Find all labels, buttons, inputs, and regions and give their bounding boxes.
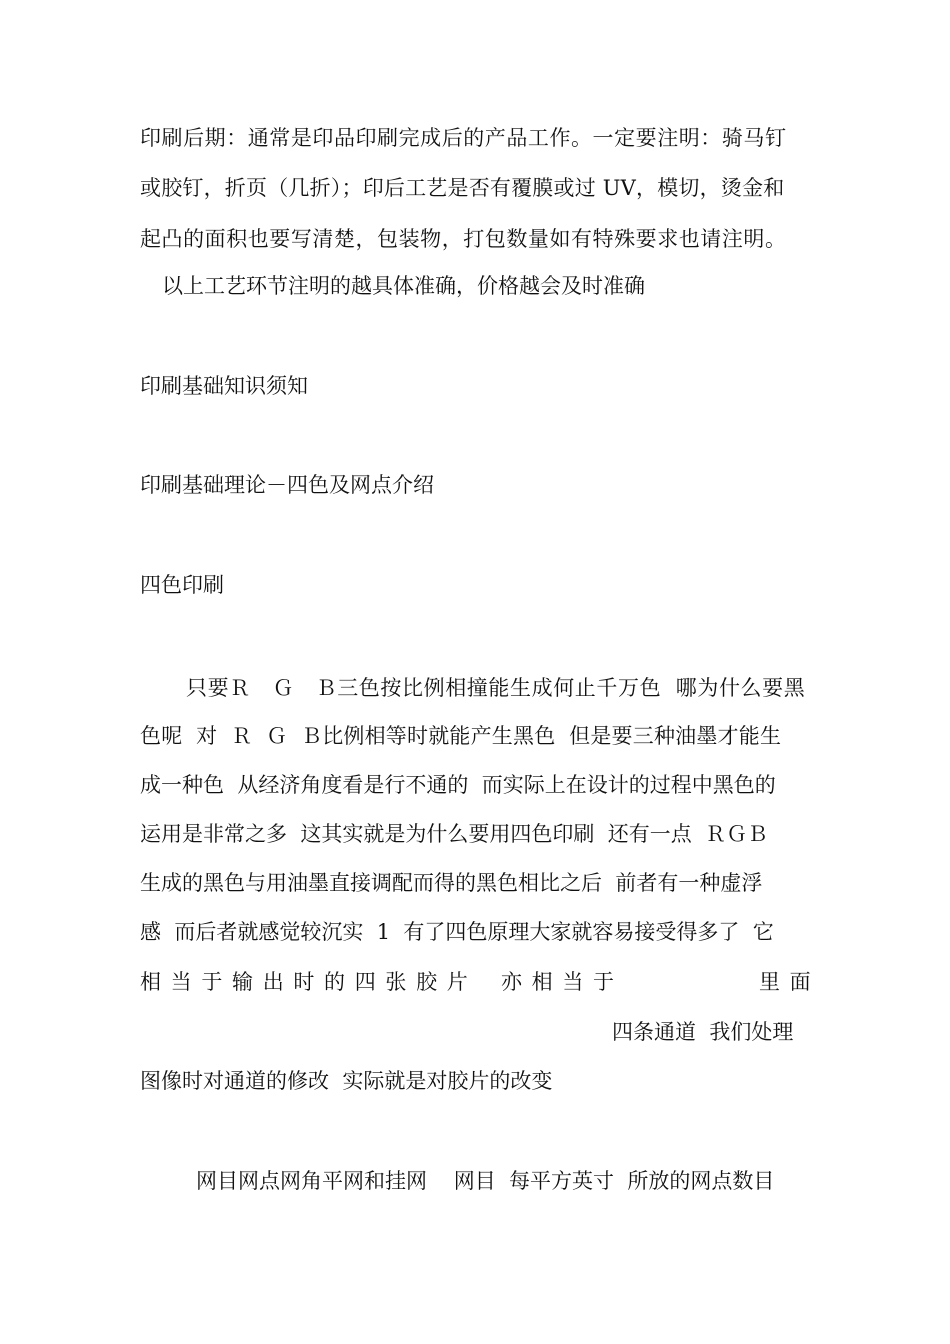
- section-heading: 印刷基础理论－四色及网点介绍: [140, 473, 434, 497]
- text-line: 感 而后者就感觉较沉实 1 有了四色原理大家就容易接受得多了 它: [140, 920, 774, 944]
- text-line: 图像时对通道的修改 实际就是对胶片的改变: [140, 1069, 553, 1093]
- text-line: 或胶钉，折页（几折）；印后工艺是否有覆膜或过 UV，模切，烫金和: [140, 176, 785, 200]
- text-line: 亦 相 当 于: [501, 970, 616, 994]
- text-line: 色呢 对 Ｒ Ｇ Ｂ比例相等时就能产生黑色 但是要三种油墨才能生: [140, 724, 782, 748]
- text-line: 以上工艺环节注明的越具体准确，价格越会及时准确: [162, 274, 645, 298]
- text-line: 只要Ｒ Ｇ Ｂ三色按比例相撞能生成何止千万色 哪为什么要黑: [186, 676, 806, 700]
- section-heading: 印刷基础知识须知: [140, 374, 308, 398]
- text-line: 四条通道 我们处理: [612, 1020, 794, 1044]
- section-heading: 四色印刷: [140, 573, 224, 597]
- text-line: 生成的黑色与用油墨直接调配而得的黑色相比之后 前者有一种虚浮: [140, 871, 763, 895]
- text-line: 相 当 于 输 出 时 的 四 张 胶 片: [140, 970, 470, 994]
- text-line: 里 面: [759, 970, 813, 994]
- text-line: 印刷后期：通常是印品印刷完成后的产品工作。一定要注明：骑马钉: [140, 126, 787, 150]
- text-line: 成一种色 从经济角度看是行不通的 而实际上在设计的过程中黑色的: [140, 773, 776, 797]
- text-line: 运用是非常之多 这其实就是为什么要用四色印刷 还有一点 ＲＧＢ: [140, 822, 769, 846]
- text-line: 起凸的面积也要写清楚，包装物，打包数量如有特殊要求也请注明。: [140, 227, 787, 251]
- text-line: 网目网点网角平网和挂网 网目 每平方英寸 所放的网点数目: [196, 1169, 775, 1193]
